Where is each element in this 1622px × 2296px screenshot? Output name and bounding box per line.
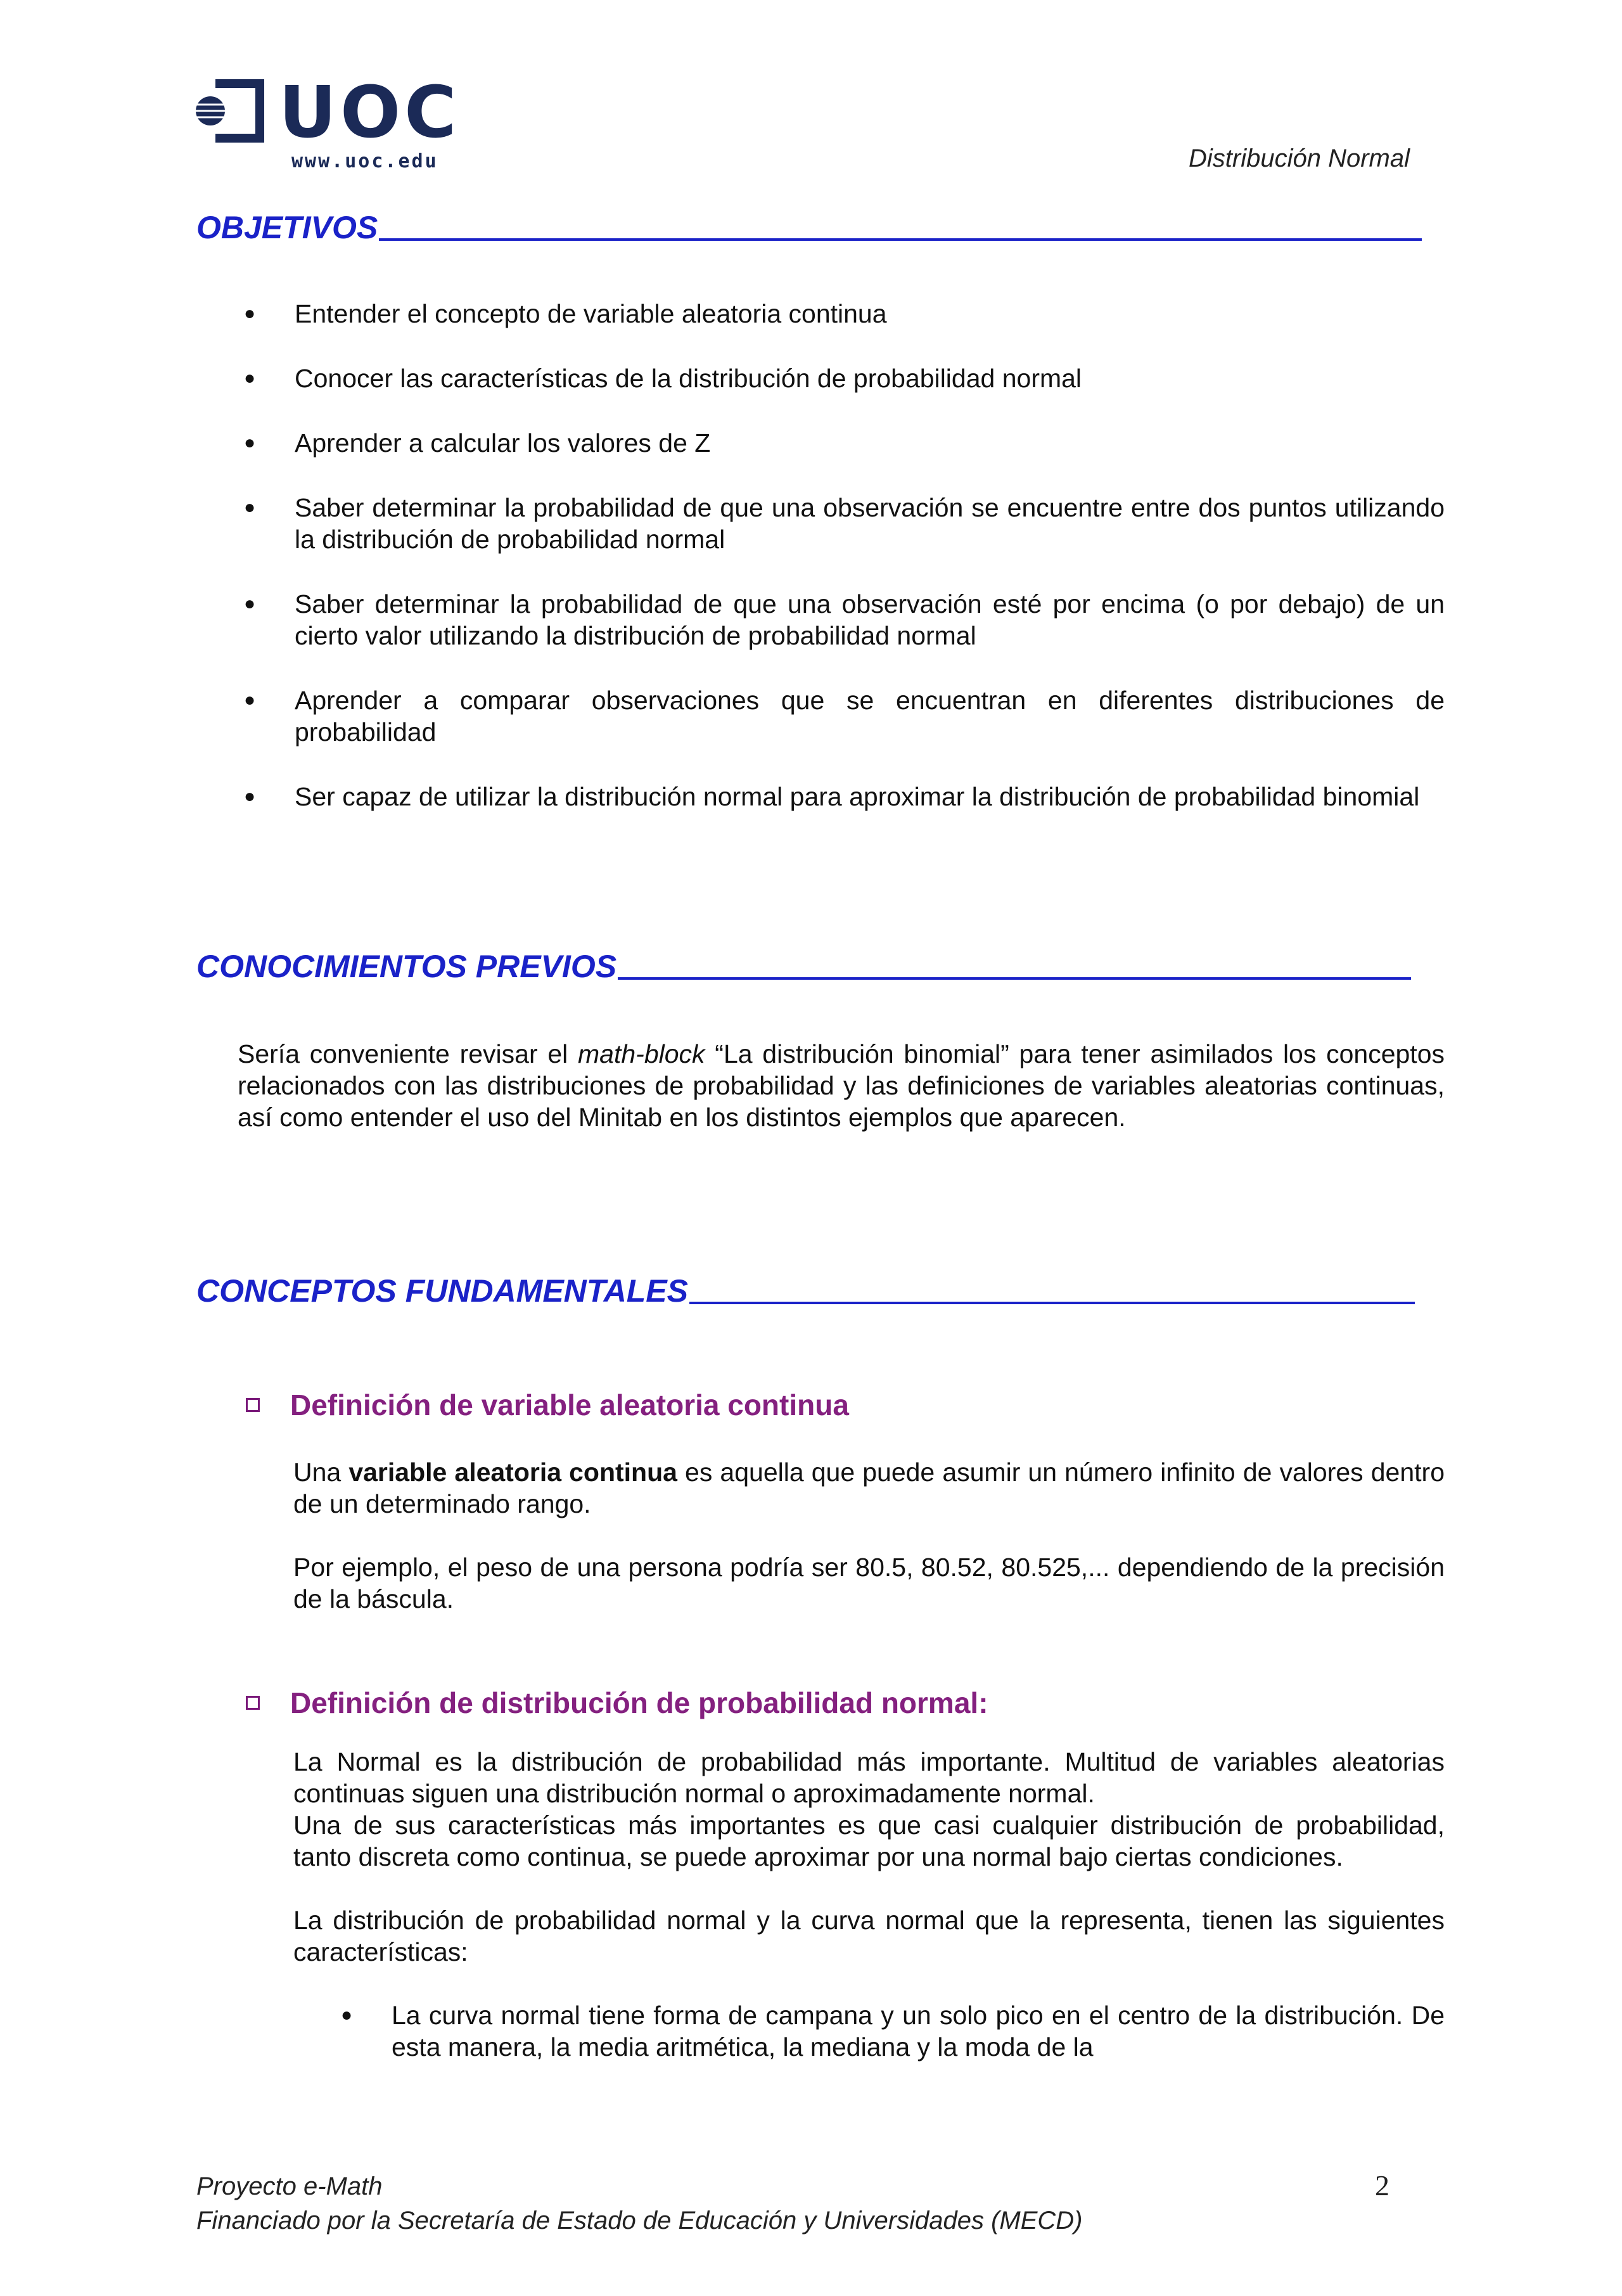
section-conocimientos-previos — [196, 948, 1411, 985]
subsection-distribucion-normal — [244, 1686, 988, 1720]
example-paragraph: Por ejemplo, el peso de una persona podría ser 80.5, 80.52, 80.525,... dependiendo de la precisión de la báscula. — [293, 1553, 1445, 1613]
list-item: ● Ser capaz de utilizar la distribución normal para aproximar la distribución de probabilidad binomial — [244, 782, 1420, 811]
footer-funding: Financiado por la Secretaría de Estado de Educación y Universidades (MECD) — [196, 2207, 1083, 2235]
objetivos-list — [244, 298, 1445, 845]
subsection-variable-aleatoria — [244, 1388, 849, 1422]
document-title: Distribución Normal — [1189, 144, 1410, 172]
bullet-icon: ● — [244, 368, 256, 388]
paragraph: La Normal es la distribución de probabilidad más importante. Multitud de variables aleatorias continuas siguen una distribución normal o aproximadamente normal. — [293, 1747, 1445, 1808]
checkbox-bullet-icon — [246, 1398, 260, 1412]
bullet-icon: ● — [244, 786, 256, 807]
list-item: ● Saber determinar la probabilidad de que una observación se encuentre entre dos puntos utilizando la distribución de probabilidad normal — [244, 493, 1445, 554]
bullet-icon: ● — [244, 432, 256, 453]
list-item: ● Entender el concepto de variable aleatoria continua — [244, 299, 887, 328]
bullet-icon: ● — [244, 497, 256, 518]
section-rule — [379, 238, 1422, 241]
logo-wordmark: UOC — [279, 75, 456, 154]
list-item: ● Aprender a comparar observaciones que se encuentran en diferentes distribuciones de probabilidad — [244, 686, 1445, 747]
section-rule — [618, 977, 1411, 980]
uoc-logo — [190, 75, 456, 176]
bullet-icon: ● — [244, 303, 256, 324]
bullet-icon: ● — [341, 2004, 353, 2025]
section-title: CONCEPTOS FUNDAMENTALES — [196, 1273, 688, 1309]
conocimientos-paragraph: Sería conveniente revisar el math-block “La distribución binomial” para tener asimilados los conceptos relacionados con las distribuciones de probabilidad y las definiciones de variables aleatorias continuas, así como entender el uso del Minitab en los distintos ejemplos que aparecen. — [238, 1039, 1445, 1132]
page-number: 2 — [1375, 2169, 1389, 2202]
definition-paragraph: Una variable aleatoria continua es aquella que puede asumir un número infinito de valores dentro de un determinado rango. — [293, 1458, 1445, 1518]
paragraph: Una de sus características más importantes es que casi cualquier distribución de probabilidad, tanto discreta como continua, se puede aproximar por una normal bajo ciertas condiciones. — [293, 1811, 1445, 1871]
subsection-title: Definición de variable aleatoria continua — [290, 1389, 849, 1421]
list-item: ● La curva normal tiene forma de campana y un solo pico en el centro de la distribución. De esta manera, la media aritmética, la mediana y la moda de la — [293, 1999, 1445, 2063]
footer-project: Proyecto e-Math — [196, 2172, 383, 2200]
footer — [196, 2169, 1082, 2238]
list-item: ● Conocer las características de la distribución de probabilidad normal — [244, 364, 1082, 393]
section-title: CONOCIMIENTOS PREVIOS — [196, 949, 617, 984]
section-objetivos — [196, 209, 1422, 246]
bullet-icon: ● — [244, 593, 256, 614]
section-rule — [689, 1302, 1415, 1304]
term-bold: variable aleatoria continua — [348, 1458, 677, 1487]
variable-body — [293, 1456, 1445, 1615]
math-block-term: math-block — [578, 1039, 705, 1068]
logo-url: www.uoc.edu — [291, 150, 438, 172]
normal-body — [293, 1746, 1445, 2063]
list-item: ● Aprender a calcular los valores de Z — [244, 428, 711, 458]
section-conceptos-fundamentales — [196, 1273, 1415, 1309]
bullet-icon: ● — [244, 689, 256, 710]
list-item: ● Saber determinar la probabilidad de que una observación esté por encima (o por debajo) de un cierto valor utilizando la distribución de probabilidad normal — [244, 589, 1445, 650]
paragraph: La distribución de probabilidad normal y la curva normal que la representa, tienen las siguientes características: — [293, 1906, 1445, 1966]
section-title: OBJETIVOS — [196, 210, 378, 245]
subsection-title: Definición de distribución de probabilidad normal: — [290, 1686, 988, 1719]
checkbox-bullet-icon — [246, 1696, 260, 1710]
